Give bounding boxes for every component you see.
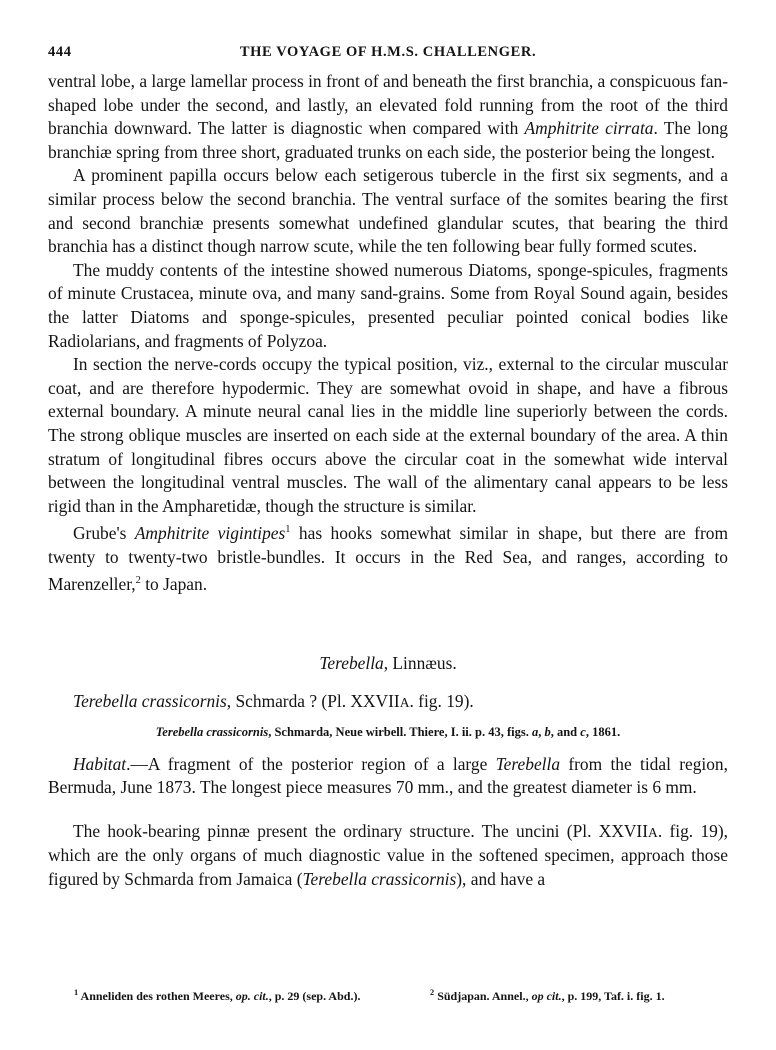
paragraph-nerve-cords: In section the nerve-cords occupy the typical position, viz., external to the circular muscular coat, and are therefore hypodermic. They are somewhat ovoid in shape, and have a fibrous external boundary. A minute neural canal lies in the middle line superiorly between the cords. The strong oblique muscles are inserted on each side at the external boundary of the area. A thin stratum of longitudinal fibres occurs above the circular coat in the somewhat wide interval between the longitudinal ventral muscles. The wall of the alimentary canal appears to be less rigid than in the Ampharetidæ, though the structure is similar.	[48, 354, 728, 516]
species-heading: Terebella crassicornis, Schmarda ? (Pl. XXVIIA. fig. 19).	[73, 690, 474, 711]
footnote-2: $^2$ Südjapan. Annel., op cit., p. 199, Taf. i. fig. 1.	[430, 988, 665, 1003]
paragraph-hooks: The hook-bearing pinnæ present the ordinary structure. The uncini (Pl. XXVIIA. fig. 19), which are the only organs of much diagnostic value in the softened specimen, approach those figured by Schmarda from Jamaica (Terebella crassicornis), and have a	[48, 820, 728, 890]
paragraph-intestine: The muddy contents of the intestine showed numerous Diatoms, sponge-spicules, fragments of minute Crustacea, minute ova, and many sand-grains. Some from Royal Sound again, besides the latter Diatoms and sponge-spicules, presented peculiar pointed conical bodies like Radiolarians, and fragments of Polyzoa.	[48, 259, 728, 351]
running-title: THE VOYAGE OF H.M.S. CHALLENGER.	[239, 44, 537, 60]
genus-heading: Terebella, Linnæus.	[319, 652, 457, 673]
page-number: 444	[48, 44, 72, 60]
species-reference: Terebella crassicornis, Schmarda, Neue wirbell. Thiere, I. ii. p. 43, figs. a, b, and c, 1861.	[155, 724, 621, 739]
page	[48, 44, 728, 1003]
running-header	[48, 44, 728, 70]
footnote-ref-1: 1	[285, 524, 291, 536]
paragraph-branchiae: ventral lobe, a large lamellar process in front of and beneath the first branchia, a conspicuous fan-shaped lobe under the second, and lastly, an elevated fold running from the root of the third branchia downward. The latter is diagnostic when compared with Amphitrite cirrata. The long branchiæ spring from three short, graduated trunks on each side, the posterior being the longest.	[48, 71, 728, 162]
footnote-ref-2: 2	[135, 575, 141, 587]
paragraph-papilla: A prominent papilla occurs below each setigerous tubercle in the first six segments, and a similar process below the second branchia. The ventral surface of the somites bearing the first and second branchiæ presents somewhat undefined glandular scutes, that bearing the third branchia has a distinct though narrow scute, while the ten following bear fully formed scutes.	[48, 165, 728, 257]
paragraph-grube: Grube's Amphitrite vigintipes$^1$ has hooks somewhat similar in shape, but there are from twenty to twenty-two bristle-bundles. It occurs in the Red Sea, and ranges, according to Marenzeller,$^2$ to Japan.	[48, 523, 728, 595]
paragraph-habitat: Habitat.—A fragment of the posterior region of a large Terebella from the tidal region, Bermuda, June 1873. The longest piece measures 70 mm., and the greatest diameter is 6 mm.	[48, 753, 728, 798]
footnote-1: $^1$ Anneliden des rothen Meeres, op. cit., p. 29 (sep. Abd.).	[74, 988, 361, 1003]
